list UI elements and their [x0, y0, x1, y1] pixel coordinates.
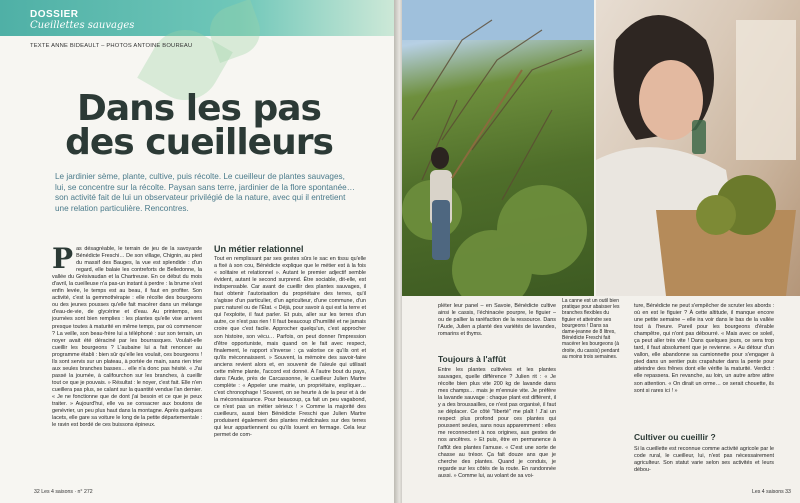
photo-woman-buds	[596, 0, 800, 296]
article-column-4b: Si la cueillette est reconnue comme activité agricole par le code rural, le cueilleur, lui, n'est pas nécessairement agriculteur. Son statut varie selon ses activités et leurs débou-	[634, 446, 774, 474]
photo-caption: La canne est un outil bien pratique pour abaisser les branches flexibles du figuier et atteindre ses bourgeons ! Dans sa dame-jeanne de 8 litres, Bénédicte Freschi fait macérer les bourgeons (à droite, du cassis) pendant au moins trois semaines.	[562, 298, 620, 360]
title-line-1: Dans les pas	[77, 88, 321, 129]
article-column-1	[52, 242, 202, 429]
column-1-text: as désagréable, le terrain de jeu de la savoyarde Bénédicte Freschi… De son village, Chignin, au pied du massif des Bauges, la vue est splendide : d'un regard, elle balaie les contreforts de Belledonne, la vallée du Grésivaudan et la Chartreuse. En ce début du mois d'avril, la cueilleuse n'a pas-un instant à perdre : la brume s'est enfin levée, le temps est au beau, il faut en profiter. Son activité, c'est la gemmothérapie : elle récolte des bourgeons ou des jeunes pousses qu'elle fait macérer dans un mélange d'eau-de-vie, de glycérine et d'eau. Au printemps, ses journées sont bien remplies : les plantes qu'elle vise arrivent presque toutes à maturité en même temps, par où commencer ? La veille, son beau-frère lui a téléphoné : sur son terrain, un noyer avait été déraciné par les bourrasques. Voulait-elle cueillir les bourgeons ? L'aubaine lui a fait renoncer au programme établi : bien sûr qu'elle les voulait, ces bourgeons ! Ils sont servis sur un plateau, à portée de main, sans rien trier aux seules branches basses… elle n'a donc pas hésité. « J'ai passé la journée, à califourchon sur les branches, à cueillir tout ce que je pouvais. » Résultat : le noyer, c'est fait. Elle n'en cueillera pas plus, se calant sur la quantité vendue l'an dernier. « Je ne fonctionne que de dont j'ai besoin et ce que je peux traiter. » Aujourd'hui, elle va se consacrer aux boutons de genévrier, un peu plus haut dans la montagne. Après quelques lacets, elle gare sa voiture le long de la petite départementale : le ravin est bordé de ces buissons épineux.	[52, 246, 202, 429]
section-label: DOSSIER	[30, 9, 79, 20]
photo-hedge-illustration	[402, 0, 594, 296]
page-number-left: 32 Les 4 saisons · n° 272	[34, 489, 93, 495]
credits: TEXTE ANNE BIDEAULT – PHOTOS ANTOINE BOUREAU	[30, 43, 193, 49]
photo-woman-illustration	[596, 0, 800, 296]
subsection-label: Cueillettes sauvages	[30, 20, 135, 31]
subheading-metier: Un métier relationnel	[214, 244, 304, 254]
lede-paragraph: Le jardinier sème, plante, cultive, puis récolte. Le cueilleur de plantes sauvages, lui, se concentre sur la récolte. Paysan sans terre, jardinier de la flore spontanée… son activité fait de lui un observateur privilégié de la nature, avec qui il entretient une relation particulière. Rencontres.	[55, 172, 355, 213]
article-column-3b: Entre les plantes cultivées et les plantes sauvages, quelle différence ? Julien rit : « Je récolte bien plus vite 200 kg de lavande dans mes champs… mais je m'ennuie vite. Je préfère la lavande sauvage : chaque plant est différent, il y a des broussailles, ce n'est pas organisé, il faut se déplacer. Ce côté "liberté" me plaît ! J'ai un respect plus profond pour ces plantes qui poussent seules, sans nous apparemment : elles me reconnectent à nos origines, aux gestes de nos ancêtres. » Et puis, être en permanence à l'affût des plantes l'amuse. « C'est une sorte de chasse au trésor. Ça fait douze ans que je cherche des plantes. Quand je conduis, je regarde sur les côtés de la route. En randonnée aussi. » Comme lui, au volant de sa voi-	[438, 367, 556, 479]
right-page	[402, 0, 800, 503]
title-line-2: des cueilleurs	[65, 122, 333, 163]
drop-cap: P	[52, 242, 74, 275]
article-column-3: pléter leur panel – en Savoie, Bénédicte cultive ainsi le cassis, l'échinacée pourpre, le figuier – ou de pallier la raréfaction de la ressource. Dans l'Aude, Julien a planté des variétés de lavandes, romarins et thyms.	[438, 303, 556, 338]
left-page	[0, 0, 398, 503]
page-number-right: Les 4 saisons 33	[752, 489, 791, 495]
article-column-2: Tout en remplissant par ses gestes sûrs le sac en tissu qu'elle a fixé à son cou, Bénédicte explique que le métier est à la fois « solitaire et relationnel ». Autant le premier adjectif semble évident, autant le second surprend. Être sociable, dit-elle, est indispensable. Car avant de cueillir des plantes sauvages, il faut obtenir l'autorisation du propriétaire des terres, qu'il s'agisse d'un particulier, d'un agriculteur, d'une commune, d'un parc naturel ou de l'État. « Déjà, pour savoir à qui est la terre et qui l'exploite, il faut parler. Et puis, aller sur les terres d'un autre, ce n'est pas rien ! Il faut beaucoup d'humilité et ne jamais croire que c'est facile. Approcher quelqu'un, c'est approcher son histoire, son vécu… Parfois, on peut donner l'impression d'être opportuniste, mais quand on le fait avec respect, finalement, le rapport s'inverse : ça valorise ce qu'ils ont et qu'ils méconnaissent. » Souvent, la mémoire des savoir-faire anciens revient alors et, en souvenir de l'aïeule qui utilisait cette même plante, l'accord est donné. À l'autre bout du pays, dans l'Aude, près de Carcassonne, le cueilleur Julien Martre complète : « Appeler une mairie, un propriétaire, expliquer… c'est chronophage ! Souvent, on se heurte à de la peur et à de la méconnaissance. Pour beaucoup, ça fait un peu vagabond, ce n'est pas un métier sérieux ! » Comme la majorité des cueilleurs, aussi bien Bénédicte Freschi que Julien Martre produisent également des plantes médicinales sur des terres qui leur appartiennent ou qu'ils louent en fermage. Cela leur permet de com-	[214, 256, 366, 439]
article-column-4: ture, Bénédicte ne peut s'empêcher de scruter les abords : où en est le figuier ? À cette altitude, il manque encore une petite semaine – elle ira voir dans le bas de la vallée tout à l'heure. Pareil pour les bourgeons d'érable champêtre, qui n'ont pas débourré. « Mais avec ce soleil, ça peut aller très vite ! Dans quelques jours, ce sera trop tard, il faut absolument que je revienne. » Au détour d'un vallon, elle abandonne sa camionnette pour s'engager à pied dans un sentier puis crapahuter dans la pente pour atteindre des frênes dont elle vérifie la maturité. Verdict : elle repassera. En revanche, au loin, un autre arbre attire son attention. « On dirait un orme… ce serait chouette, ils sont si rares ici ! »	[634, 303, 774, 394]
subheading-cultiver: Cultiver ou cueillir ?	[634, 432, 716, 442]
header-band	[0, 0, 398, 36]
photo-hedge-picker	[402, 0, 594, 296]
subheading-affut: Toujours à l'affût	[438, 354, 506, 364]
